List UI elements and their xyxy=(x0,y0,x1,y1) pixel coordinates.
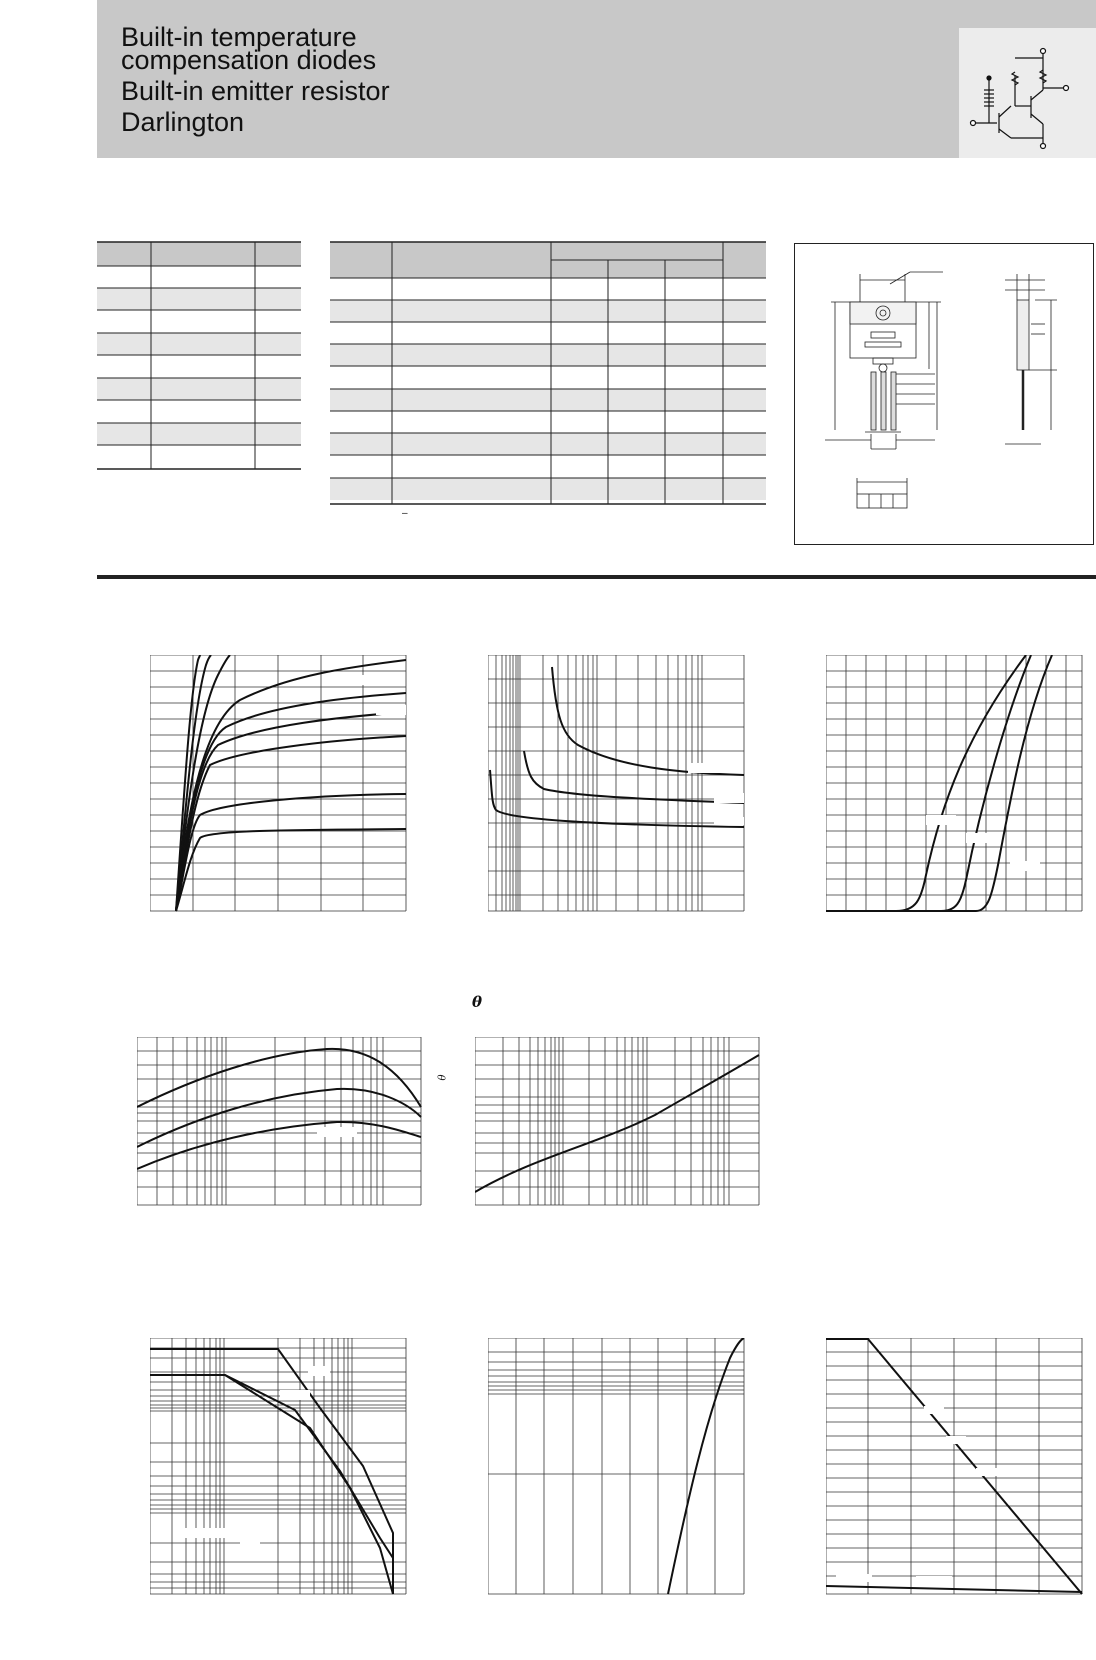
graph-thermal-resistance xyxy=(475,1037,760,1207)
ratings-table xyxy=(97,240,302,472)
graph-reverse-bias-soa xyxy=(488,1338,745,1596)
title-line-1: Built-in temperature xyxy=(121,22,357,52)
footnote-mark: – xyxy=(402,508,408,519)
graph-hfe-ic xyxy=(488,655,745,913)
graph-safe-operating-area xyxy=(150,1338,407,1596)
product-title xyxy=(121,22,390,138)
circuit-diagram xyxy=(959,28,1096,158)
theta-label: θ xyxy=(472,993,483,1011)
graph-hfe-temperature xyxy=(137,1037,422,1207)
header-banner xyxy=(97,0,1096,158)
title-line-3: Built-in emitter resistor xyxy=(121,76,390,106)
section-divider xyxy=(97,575,1096,579)
package-outline-icon xyxy=(795,244,1095,546)
graph-ic-vbe xyxy=(826,655,1083,913)
darlington-circuit-icon xyxy=(959,28,1096,158)
graph-ic-vce xyxy=(150,655,407,913)
package-outline xyxy=(794,243,1094,545)
graph-power-derating xyxy=(826,1338,1083,1596)
title-line-4: Darlington xyxy=(121,107,245,137)
theta-axis-label: θ xyxy=(437,1074,449,1081)
title-line-2: compensation diodes xyxy=(121,45,377,75)
characteristics-table xyxy=(330,240,767,510)
